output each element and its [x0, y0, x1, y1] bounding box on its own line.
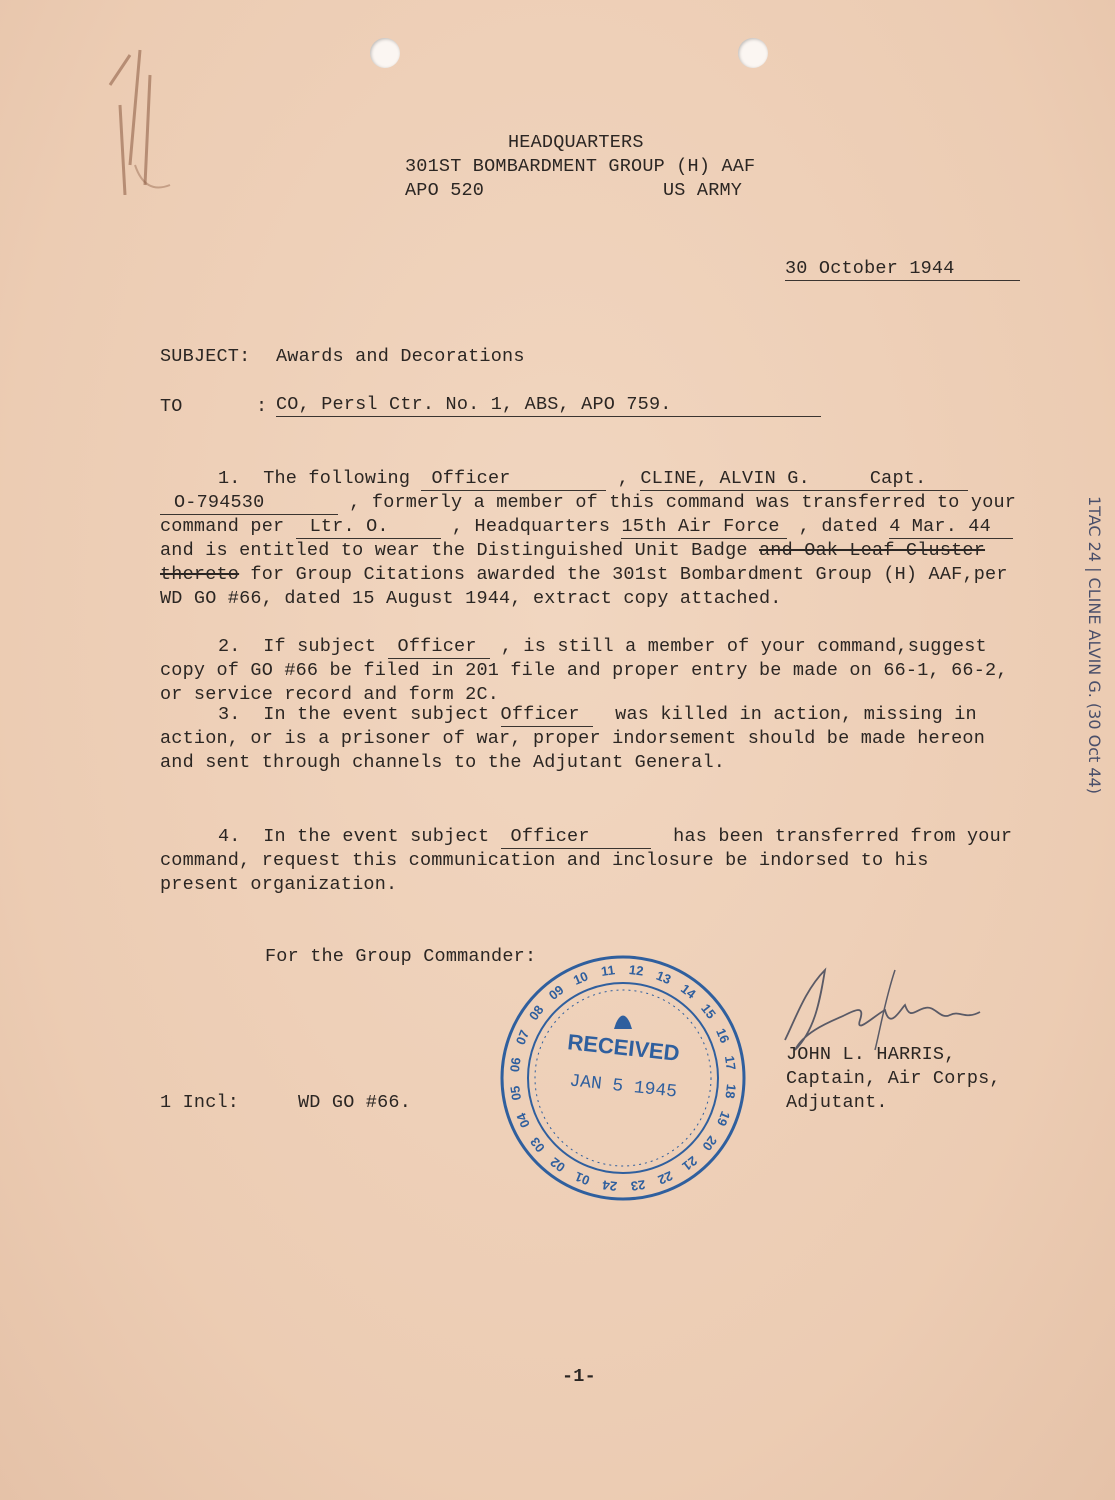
subject-label: SUBJECT: — [160, 346, 251, 367]
p4-line1: 4. In the event subject Officer has been transferred from your — [218, 826, 1013, 847]
stamp-hour: 19 — [713, 1109, 734, 1129]
header-line1: HEADQUARTERS — [508, 132, 644, 153]
stamp-hour: 14 — [678, 980, 699, 1002]
p1-line2: O-794530 , formerly a member of this command was transferred to your — [160, 492, 1016, 515]
stamp-hour: 08 — [525, 1002, 547, 1023]
stamp-hour: 16 — [713, 1026, 733, 1046]
p4-line3: present organization. — [160, 874, 398, 895]
punch-hole — [738, 38, 768, 68]
stamp-date: JAN 5 1945 — [568, 1071, 678, 1103]
inclosure-label: 1 Incl: — [160, 1092, 240, 1113]
signer-role: Adjutant. — [786, 1092, 888, 1113]
p1-line3: command per Ltr. O. , Headquarters 15th Air Force , dated 4 Mar. 44 — [160, 516, 1013, 539]
stamp-hour: 21 — [679, 1153, 701, 1174]
p1-line6: WD GO #66, dated 15 August 1944, extract copy attached. — [160, 588, 782, 609]
to-colon: : — [256, 396, 268, 417]
stamp-hour: 11 — [600, 962, 616, 979]
stamp-hour: 24 — [601, 1177, 618, 1195]
stamp-hour: 23 — [629, 1176, 647, 1194]
stamp-hour: 09 — [545, 982, 567, 1003]
stamp-hour: 17 — [721, 1054, 739, 1072]
stamp-hour: 05 — [507, 1084, 525, 1102]
stamp-hour: 10 — [571, 968, 591, 988]
svg-text:1TAC 24 | CLINE ALVIN G. (30 O: 1TAC 24 | CLINE ALVIN G. (30 Oct 44) — [1085, 496, 1104, 794]
bell-icon — [614, 1016, 632, 1030]
header-apo: APO 520 — [405, 180, 485, 201]
punch-hole — [370, 38, 400, 68]
side-note — [1083, 490, 1111, 1010]
stamp-hour: 04 — [513, 1110, 533, 1130]
stamp-hour: 15 — [698, 1000, 719, 1022]
received-stamp — [498, 953, 748, 1203]
header-line2: 301ST BOMBARDMENT GROUP (H) AAF — [405, 156, 756, 177]
stamp-hour: 18 — [722, 1083, 740, 1100]
subject-value: Awards and Decorations — [276, 346, 525, 367]
signer-name: JOHN L. HARRIS, — [786, 1044, 956, 1065]
stamp-hour: 07 — [512, 1027, 533, 1047]
p2-line1: 2. If subject Officer , is still a member of your command,suggest — [218, 636, 987, 657]
stamp-hour: 20 — [699, 1133, 721, 1154]
p3-line2: action, or is a prisoner of war, proper indorsement should be made hereon — [160, 728, 986, 749]
stamp-hour: 13 — [654, 967, 674, 988]
header-army: US ARMY — [663, 180, 743, 201]
signer-title: Captain, Air Corps, — [786, 1068, 1001, 1089]
to-value: CO, Persl Ctr. No. 1, ABS, APO 759. — [276, 394, 821, 417]
to-label: TO — [160, 396, 183, 417]
inclosure-value: WD GO #66. — [298, 1092, 412, 1113]
closing-line: For the Group Commander: — [265, 946, 537, 967]
p2-line2: copy of GO #66 be filed in 201 file and proper entry be made on 66-1, 66-2, — [160, 660, 1008, 681]
p4-line2: command, request this communication and inclosure be indorsed to his — [160, 850, 929, 871]
stamp-hour: 01 — [572, 1168, 592, 1189]
page-number: -1- — [562, 1366, 596, 1387]
stamp-hour: 02 — [547, 1154, 568, 1176]
p3-line3: and sent through channels to the Adjutant General. — [160, 752, 726, 773]
document-date: 30 October 1944 — [785, 258, 1020, 281]
p3-line1: 3. In the event subject Officer was killed in action, missing in — [218, 704, 977, 725]
p1-line1: 1. The following Officer , CLINE, ALVIN G. Capt. — [218, 468, 968, 491]
stamp-word: RECEIVED — [566, 1029, 681, 1066]
rust-mark-icon — [100, 45, 180, 195]
signature-handwritten — [765, 960, 1000, 1055]
p1-line5: thereto for Group Citations awarded the 301st Bombardment Group (H) AAF,per — [160, 564, 1008, 585]
stamp-hour: 03 — [527, 1134, 548, 1156]
stamp-hour: 06 — [506, 1056, 524, 1073]
stamp-hour: 12 — [628, 961, 645, 979]
p2-line3: or service record and form 2C. — [160, 684, 500, 705]
stamp-hour: 22 — [655, 1168, 675, 1188]
p1-line4: and is entitled to wear the Distinguished Unit Badge and Oak Leaf Cluster — [160, 540, 986, 561]
